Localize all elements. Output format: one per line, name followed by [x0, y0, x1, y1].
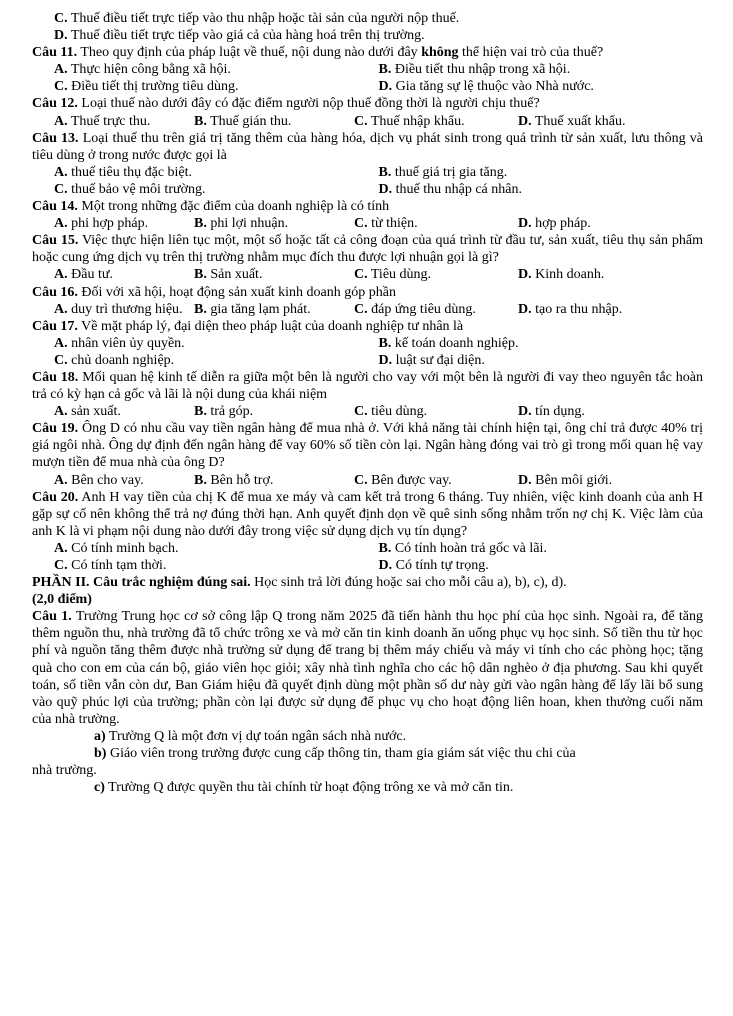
option-a: A. nhân viên ủy quyền.	[54, 335, 185, 351]
option-d: D. luật sư đại diện.	[378, 352, 485, 368]
option-d: D. Thuế điều tiết trực tiếp vào giá cả của hàng hoá trên thị trường.	[54, 28, 425, 44]
option-c: C. chủ doanh nghiệp.	[54, 352, 175, 368]
part-2-points: (2,0 điểm)	[32, 592, 92, 608]
option-text: Thuế điều tiết trực tiếp vào thu nhập hoặc tài sản của người nộp thuế.	[70, 11, 460, 26]
question-text: Về mặt pháp lý, đại diện theo pháp luật của doanh nghiệp tư nhân là	[81, 318, 464, 334]
option-c: C. Tiêu dùng.	[354, 267, 432, 283]
question-text: Loại thuế thu trên giá trị tăng thêm của hàng hóa, dịch vụ phát sinh trong quá trình từ sản xuất, lưu thông và tiêu dùng ở trong nước được gọi là	[32, 130, 703, 163]
option-d: D. tạo ra thu nhập.	[518, 301, 623, 317]
options-row	[32, 540, 703, 557]
option-a: A. sản xuất.	[54, 404, 121, 420]
question-18: Câu 18. Mối quan hệ kinh tế diễn ra giữa một bên là người cho vay với một bên là người đi vay theo nguyên tắc hoàn trả có kỳ hạn cả gốc và lãi là nội dung của khái niệm	[32, 369, 703, 403]
question-text: Một trong những đặc điểm của doanh nghiệp là có tính	[81, 199, 390, 215]
options-row	[32, 472, 703, 489]
question-text: Mối quan hệ kinh tế diễn ra giữa một bên là người cho vay với một bên là người đi vay theo nguyên tắc hoàn trả có kỳ hạn cả gốc và lãi là nội dung của khái niệm	[32, 369, 703, 403]
option-a: A. thuế tiêu thụ đặc biệt.	[54, 164, 193, 180]
option-b: B. Bên hỗ trợ.	[194, 472, 274, 488]
statement-c: c) Trường Q được quyền thu tài chính từ hoạt động trông xe và mở căn tin.	[94, 780, 514, 796]
option-b: B. gia tăng lạm phát.	[194, 301, 311, 317]
question-text: Ông D có nhu cầu vay tiền ngân hàng để mua nhà ở. Với khả năng tài chính hiện tại, ông chỉ trả được 40% trị giá ngôi nhà. Ông dự định đến ngân hàng để vay 60% số tiền còn lại. Ngân hàng đóng vai trò gì trong mối quan hệ vay mượn tiền để mua nhà của ông D?	[32, 421, 703, 471]
question-15: Câu 15. Việc thực hiện liên tục một, một số hoặc tất cả công đoạn của quá trình từ đầu tư, sản xuất, tiêu thụ sản phẩm hoặc cung ứng dịch vụ trên thị trường nhằm mục đích thu được lợi nhuận gọi là gì?	[32, 233, 703, 266]
option-c: C. Thuế nhập khẩu.	[354, 113, 465, 129]
question-text: Trường Trung học cơ sở công lập Q trong năm 2025 đã tiến hành thu học phí của học sinh. Ngoài ra, để tăng thêm nguồn thu, nhà trường đã tổ chức trông xe và mở căn tin kinh doanh ăn uống phục vụ học sinh. Số tiền thu từ học phí và nguồn tăng thêm được nhà trường sử dụng để trang bị thêm máy chiếu và máy vi tính cho các phòng học; tặng quà cho con em của cán bộ, giáo viên học giỏi; xây nhà tình nghĩa cho các hộ dân nghèo ở địa phương. Sau khi quyết toán, số tiền vẫn còn dư, Ban Giám hiệu đã quyết định dùng một phần số dư này gửi vào ngân hàng để lấy lãi bổ sung vào quỹ phúc lợi của trường; phần còn lại được sử dụng để phục vụ cho hoạt động liên hoan, khen thưởng cuối năm của nhà trường.	[32, 609, 704, 727]
options-row	[32, 164, 703, 181]
options-row	[32, 335, 703, 352]
option-c: C. đáp ứng tiêu dùng.	[354, 301, 476, 317]
options-row	[32, 61, 703, 78]
option-b: B. trả góp.	[194, 404, 254, 420]
option-d: D. Gia tăng sự lệ thuộc vào Nhà nước.	[378, 79, 594, 95]
options-row	[32, 301, 703, 318]
option-b: B. phi lợi nhuận.	[194, 216, 289, 232]
option-text: Thuế điều tiết trực tiếp vào giá cả của hàng hoá trên thị trường.	[70, 28, 425, 44]
section-instruction: Học sinh trả lời đúng hoặc sai cho mỗi câu a), b), c), d).	[250, 575, 567, 591]
option-d: D. Bên môi giới.	[518, 472, 613, 488]
option-b: B. Sản xuất.	[194, 267, 263, 283]
option-b: B. thuế giá trị gia tăng.	[378, 164, 508, 180]
option-c: C. thuế bảo vệ môi trường.	[54, 181, 206, 197]
option-a: A. Thực hiện công bằng xã hội.	[54, 62, 231, 78]
option-b: B. Có tính hoàn trả gốc và lãi.	[378, 540, 547, 556]
question-text: Anh H vay tiền của chị K để mua xe máy và cam kết trả trong 6 tháng. Tuy nhiên, việc kinh doanh của anh H gặp sự cố nên không thể trả nợ đúng thời hạn. Anh quyết định dọn về quê sinh sống nhằm trốn nợ chị K. Việc làm của anh K là vi phạm nội dung nào dưới đây trong việc sử dụng dịch vụ tín dụng?	[32, 489, 704, 539]
option-b: B. kế toán doanh nghiệp.	[378, 335, 519, 351]
option-c: C. Có tính tạm thời.	[54, 558, 167, 573]
options-row	[32, 113, 703, 130]
option-c: C. Thuế điều tiết trực tiếp vào thu nhập hoặc tài sản của người nộp thuế.	[54, 11, 460, 26]
question-12: Câu 12. Loại thuế nào dưới đây có đặc điểm người nộp thuế đồng thời là người chịu thuế?	[32, 96, 540, 112]
statement-b: b) Giáo viên trong trường được cung cấp thông tin, tham gia giám sát việc thu chi của nhà trường.	[32, 746, 576, 779]
question-text: Loại thuế nào dưới đây có đặc điểm người nộp thuế đồng thời là người chịu thuế?	[81, 96, 540, 112]
question-11: Câu 11. Theo quy định của pháp luật về thuế, nội dung nào dưới đây không thể hiện vai trò của thuế?	[32, 45, 604, 61]
emphasis: không	[421, 45, 459, 61]
option-c: C. Điều tiết thị trường tiêu dùng.	[54, 79, 239, 95]
option-d: D. Thuế xuất khẩu.	[518, 113, 626, 129]
part-2-heading	[32, 574, 703, 591]
question-16: Câu 16. Đối với xã hội, hoạt động sản xuất kinh doanh góp phần	[32, 284, 396, 300]
option-a: A. Bên cho vay.	[54, 472, 144, 488]
option-a: A. Đầu tư.	[54, 267, 113, 283]
question-text: Việc thực hiện liên tục một, một số hoặc tất cả công đoạn của quá trình từ đầu tư, sản xuất, tiêu thụ sản phẩm hoặc cung ứng dịch vụ trên thị trường nhằm mục đích thu được lợi nhuận gọi là gì?	[32, 233, 703, 266]
option-c: C. Bên được vay.	[354, 472, 452, 488]
option-d: D. hợp pháp.	[518, 216, 591, 232]
option-a: A. Có tính minh bạch.	[54, 540, 179, 556]
option-b: B. Điều tiết thu nhập trong xã hội.	[378, 62, 571, 78]
option-a: A. duy trì thương hiệu.	[54, 301, 183, 317]
section-title: PHẦN II. Câu trắc nghiệm đúng sai.	[32, 575, 251, 591]
option-d: D. Có tính tự trọng.	[378, 558, 489, 573]
question-20: Câu 20. Anh H vay tiền của chị K để mua xe máy và cam kết trả trong 6 tháng. Tuy nhiên, việc kinh doanh của anh H gặp sự cố nên không thể trả nợ đúng thời hạn. Anh quyết định dọn về quê sinh sống nhằm trốn nợ chị K. Việc làm của anh K là vi phạm nội dung nào dưới đây trong việc sử dụng dịch vụ tín dụng?	[32, 489, 704, 539]
options-row	[32, 403, 703, 420]
options-row	[32, 266, 703, 283]
options-row	[32, 181, 703, 198]
options-row	[32, 557, 703, 574]
statement-a: a) Trường Q là một đơn vị dự toán ngân sách nhà nước.	[94, 728, 407, 744]
option-b: B. Thuế gián thu.	[194, 113, 292, 129]
question-text: thể hiện vai trò của thuế?	[458, 45, 604, 61]
question-14: Câu 14. Một trong những đặc điểm của doanh nghiệp là có tính	[32, 199, 390, 215]
option-d: D. tín dụng.	[518, 404, 585, 420]
options-row	[32, 78, 703, 95]
option-a: A. phi hợp pháp.	[54, 216, 149, 232]
option-d: D. Kinh doanh.	[518, 267, 605, 283]
part-2-question-1: Câu 1. Trường Trung học cơ sở công lập Q trong năm 2025 đã tiến hành thu học phí của học sinh. Ngoài ra, để tăng thêm nguồn thu, nhà trường đã tổ chức trông xe và mở căn tin kinh doanh ăn uống phục vụ học sinh. Số tiền thu từ học phí và nguồn tăng thêm được nhà trường sử dụng để trang bị thêm máy chiếu và máy vi tính cho các phòng học; tặng quà cho con em của cán bộ, giáo viên học giỏi; xây nhà tình nghĩa cho các hộ dân nghèo ở địa phương. Sau khi quyết toán, số tiền vẫn còn dư, Ban Giám hiệu đã quyết định dùng một phần số dư này gửi vào ngân hàng để lấy lãi bổ sung vào quỹ phúc lợi của trường; phần còn lại được sử dụng để phục vụ cho hoạt động liên hoan, khen thưởng cuối năm của nhà trường.	[32, 609, 704, 727]
question-17: Câu 17. Về mặt pháp lý, đại diện theo pháp luật của doanh nghiệp tư nhân là	[32, 318, 464, 334]
option-c: C. từ thiện.	[354, 216, 418, 232]
question-13: Câu 13. Loại thuế thu trên giá trị tăng thêm của hàng hóa, dịch vụ phát sinh trong quá trình từ sản xuất, lưu thông và tiêu dùng ở trong nước được gọi là	[32, 130, 703, 163]
option-d: D. thuế thu nhập cá nhân.	[378, 181, 522, 197]
option-row	[32, 27, 703, 44]
option-row	[32, 10, 703, 27]
option-a: A. Thuế trực thu.	[54, 113, 151, 129]
question-text: Đối với xã hội, hoạt động sản xuất kinh doanh góp phần	[81, 284, 396, 300]
options-row	[32, 215, 703, 232]
options-row	[32, 352, 703, 369]
option-c: C. tiêu dùng.	[354, 404, 428, 420]
question-19: Câu 19. Ông D có nhu cầu vay tiền ngân hàng để mua nhà ở. Với khả năng tài chính hiện tại, ông chỉ trả được 40% trị giá ngôi nhà. Ông dự định đến ngân hàng để vay 60% số tiền còn lại. Ngân hàng đóng vai trò gì trong mối quan hệ vay mượn tiền để mua nhà của ông D?	[32, 421, 703, 471]
question-text: Theo quy định của pháp luật về thuế, nội dung nào dưới đây	[80, 45, 422, 61]
